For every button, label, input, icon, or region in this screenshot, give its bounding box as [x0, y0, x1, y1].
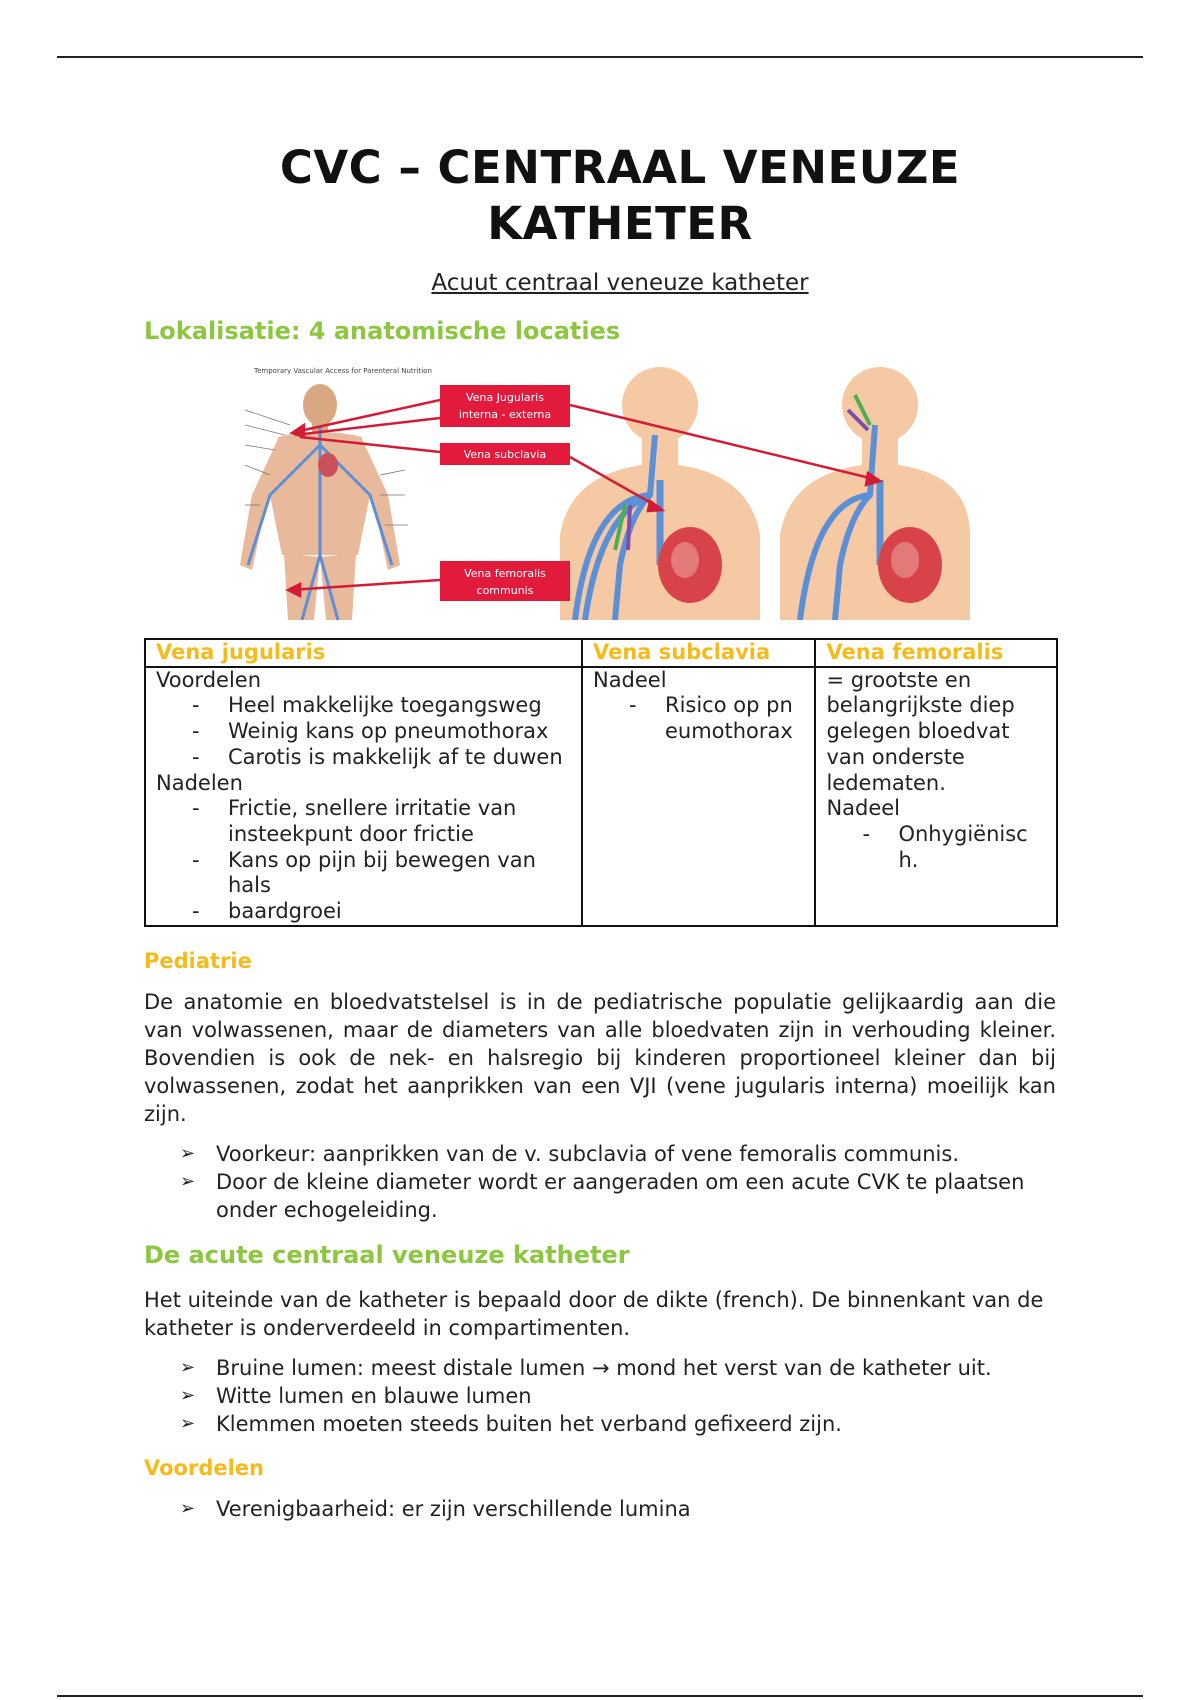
label-femoralis	[440, 561, 570, 601]
jugularis-illustration	[780, 367, 970, 620]
heading-lokalisatie: Lokalisatie: 4 anatomische locaties	[144, 317, 621, 345]
list-item: - Heel makkelijke toegangsweg	[192, 693, 571, 719]
nadeel-list	[826, 822, 1046, 873]
nadeel-label: Nadeel	[826, 796, 901, 821]
table-header-row	[145, 639, 1057, 667]
table-row	[145, 667, 1057, 926]
nadelen-label: Nadelen	[156, 770, 243, 795]
nadelen-list	[156, 796, 571, 925]
list-item: ➢ Door de kleine diameter wordt er aangeraden om een acute CVK te plaatsen onder echogeleiding.	[180, 1168, 1060, 1224]
nadeel-label: Nadeel	[592, 667, 667, 692]
title-line-2: KATHETER	[487, 197, 753, 250]
list-item: - Kans op pijn bij bewegen van hals	[192, 848, 571, 899]
pediatrie-bullets	[180, 1140, 1060, 1224]
nadeel-list	[593, 693, 804, 744]
list-item: ➢ Bruine lumen: meest distale lumen → mond het verst van de katheter uit.	[180, 1354, 1060, 1382]
header-rule	[57, 56, 1143, 58]
cell-subclavia	[582, 667, 815, 926]
voordelen-bullets	[180, 1495, 1060, 1523]
voordelen-list	[156, 693, 571, 770]
svg-text:Vena femoralis: Vena femoralis	[464, 567, 546, 580]
heading-pediatrie: Pediatrie	[144, 949, 252, 973]
list-item: - Carotis is makkelijk af te duwen	[192, 745, 571, 771]
list-item: ➢ Witte lumen en blauwe lumen	[180, 1382, 1060, 1410]
list-item: ➢ Verenigbaarheid: er zijn verschillende lumina	[180, 1495, 1060, 1523]
svg-text:interna - externa: interna - externa	[458, 408, 552, 421]
anatomy-figure	[230, 365, 970, 620]
heading-acute-katheter: De acute centraal veneuze katheter	[144, 1241, 630, 1269]
list-item: - Weinig kans op pneumothorax	[192, 719, 571, 745]
list-item: - baardgroei	[192, 899, 571, 925]
header-femoralis: Vena femoralis	[815, 639, 1057, 667]
svg-text:Vena subclavia: Vena subclavia	[463, 448, 547, 461]
figure-caption: Temporary Vascular Access for Parenteral Nutrition	[254, 367, 432, 375]
cell-jugularis	[145, 667, 582, 926]
header-jugularis: Vena jugularis	[145, 639, 582, 667]
femoralis-intro: = grootste en belangrijkste diep gelegen bloedvat van onderste ledematen.	[826, 667, 1015, 795]
list-item: - Onhygiënisch.	[862, 822, 1046, 873]
svg-text:communis: communis	[476, 584, 534, 597]
acute-text: Het uiteinde van de katheter is bepaald door de dikte (french). De binnenkant van de katheter is onderverdeeld in compartimenten.	[144, 1288, 1044, 1340]
list-item: - Risico op pneumothorax	[629, 693, 804, 744]
subclavia-illustration	[560, 367, 760, 620]
cell-femoralis	[815, 667, 1057, 926]
list-item: - Frictie, snellere irritatie van insteekpunt door frictie	[192, 796, 571, 847]
label-subclavia	[440, 443, 570, 465]
heading-voordelen: Voordelen	[144, 1456, 264, 1480]
veins-table	[144, 638, 1058, 927]
pediatrie-text: De anatomie en bloedvatstelsel is in de pediatrische populatie gelijkaardig aan die van volwassenen, maar de diameters van alle bloedvaten zijn in verhouding kleiner. Bovendien is ook de nek- en halsregio bij kinderen proportioneel kleiner dan bij volwassenen, zodat het aanprikken van een VJI (vene jugularis interna) moeilijk kan zijn.	[144, 990, 1056, 1126]
acute-bullets	[180, 1354, 1060, 1438]
page-title	[0, 140, 1200, 252]
list-item: ➢ Voorkeur: aanprikken van de v. subclavia of vene femoralis communis.	[180, 1140, 1060, 1168]
page-subtitle: Acuut centraal veneuze katheter	[431, 270, 809, 296]
voordelen-label: Voordelen	[156, 667, 262, 692]
label-jugularis	[440, 385, 570, 427]
footer-rule	[57, 1695, 1143, 1697]
svg-text:Vena Jugularis: Vena Jugularis	[466, 391, 544, 404]
title-line-1: CVC – CENTRAAL VENEUZE	[279, 141, 961, 194]
list-item: ➢ Klemmen moeten steeds buiten het verband gefixeerd zijn.	[180, 1410, 1060, 1438]
header-subclavia: Vena subclavia	[582, 639, 815, 667]
